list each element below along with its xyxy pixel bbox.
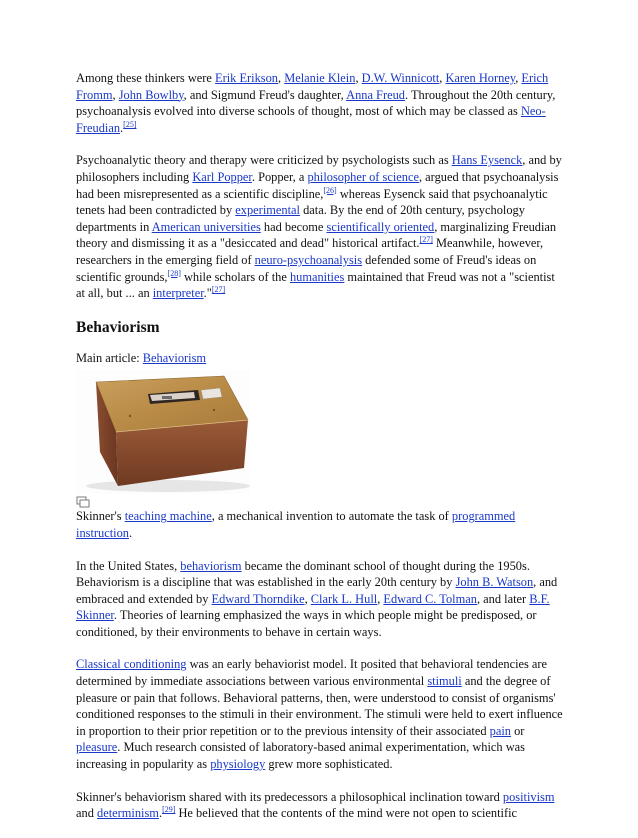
citation-link-25[interactable]: [25] xyxy=(123,119,137,129)
text: Among these thinkers were xyxy=(76,71,216,85)
text: whereas Eysenck said that psychoanalytic tenets had been contradicted by xyxy=(76,186,548,218)
link-dw-winnicott[interactable]: D.W. Winnicott xyxy=(361,71,440,85)
link-main-article-behaviorism[interactable]: Behaviorism xyxy=(142,350,207,365)
text: , argued that psychoanalysis had been misrepresented as a scientific discipline, xyxy=(76,169,559,201)
text: , xyxy=(377,591,384,606)
text: maintained that Freud was not a "scientist at all, but ... an xyxy=(76,269,555,301)
text: , xyxy=(355,71,362,85)
text: while scholars of the xyxy=(180,269,290,284)
link-john-bowlby[interactable]: John Bowlby xyxy=(118,87,184,102)
link-scientifically-oriented[interactable]: scientifically oriented xyxy=(326,219,435,234)
text: . Popper, a xyxy=(251,169,308,184)
text: . Throughout the 20th century, psychoanalysis evolved into diverse schools of thought, most of which may be classed as xyxy=(76,87,556,119)
text: Skinner's xyxy=(76,509,125,524)
text: ." xyxy=(203,286,212,301)
link-neo-freudian[interactable]: Neo-Freudian xyxy=(76,104,546,135)
link-edward-c-tolman[interactable]: Edward C. Tolman xyxy=(383,591,477,606)
section-heading-behaviorism: Behaviorism xyxy=(76,318,160,336)
link-teaching-machine[interactable]: teaching machine xyxy=(124,509,212,524)
enlarge-icon[interactable] xyxy=(76,496,90,508)
text: and the degree of pleasure or pain that follows. Behavioral patterns, then, were understood to consist of organisms' conditioned responses to the stimuli in their environment. The stimuli were held to exert influence in proportion to their prior repetition or to the previous intensity of their associated xyxy=(76,674,563,738)
link-hans-eysenck[interactable]: Hans Eysenck xyxy=(451,153,523,168)
link-philosopher-of-science[interactable]: philosopher of science xyxy=(307,169,419,184)
main-article-label: Main article: xyxy=(76,350,143,365)
text: data. By the end of 20th century, psychology departments in xyxy=(76,203,525,234)
text: , a mechanical invention to automate the task of xyxy=(211,509,452,524)
text: . Theories of learning emphasized the ways in which people might be predisposed, or conditioned, by their environments to behave in certain ways. xyxy=(76,608,537,639)
text: Meanwhile, however, researchers in the emerging field of xyxy=(76,236,544,267)
text: , and embraced and extended by xyxy=(76,575,558,606)
text: was an early behaviorist model. It posited that behavioral tendencies are determined by immediate associations between various environmental xyxy=(76,657,548,689)
text: , xyxy=(439,71,446,85)
link-determinism[interactable]: determinism xyxy=(97,806,159,821)
text: . xyxy=(129,525,133,540)
link-pleasure[interactable]: pleasure xyxy=(76,740,118,755)
link-programmed-instruction[interactable]: programmed instruction xyxy=(76,509,516,540)
teaching-machine-image[interactable] xyxy=(76,370,250,494)
citation-sup xyxy=(212,285,225,294)
citation-link-26[interactable]: [26] xyxy=(323,185,337,195)
text: , marginalizing Freudian theory and dismissing it as a "desiccated and dead" historical artifact. xyxy=(76,219,557,251)
text: became the dominant school of thought during the 1950s. Behaviorism is a discipline that was established in the early 20th century by xyxy=(76,558,530,590)
citation-link-29[interactable]: [29] xyxy=(162,805,176,815)
link-anna-freud[interactable]: Anna Freud xyxy=(346,87,405,102)
main-article-note xyxy=(76,350,566,367)
text: grew more sophisticated. xyxy=(265,757,393,772)
citation-sup xyxy=(420,235,433,244)
text: He believed that the contents of the mind were not open to scientific xyxy=(175,806,518,821)
link-experimental[interactable]: experimental xyxy=(235,203,300,218)
link-melanie-klein[interactable]: Melanie Klein xyxy=(284,71,356,85)
paragraph-classical-conditioning xyxy=(76,656,566,772)
text: , and by philosophers including xyxy=(76,153,562,184)
text: defended some of Freud's ideas on scientific grounds, xyxy=(76,252,537,284)
link-pain[interactable]: pain xyxy=(489,723,511,738)
text: , and later xyxy=(476,591,530,606)
link-positivism[interactable]: positivism xyxy=(502,789,555,804)
link-classical-conditioning[interactable]: Classical conditioning xyxy=(76,657,187,672)
link-bf-skinner[interactable]: B.F. Skinner xyxy=(76,591,550,623)
text: In the United States, xyxy=(76,558,181,573)
text: , xyxy=(278,71,285,85)
text: , and Sigmund Freud's daughter, xyxy=(183,87,347,102)
citation-link-28[interactable]: [28] xyxy=(167,268,181,278)
text: . Much research consisted of laboratory-based animal experimentation, which was increasing in popularity as xyxy=(76,740,525,772)
citation-link-27b[interactable]: [27] xyxy=(211,285,226,295)
citation-link-27[interactable]: [27] xyxy=(419,235,433,245)
link-american-universities[interactable]: American universities xyxy=(151,219,261,234)
text: , xyxy=(515,71,522,85)
text: , xyxy=(304,591,311,606)
link-karen-horney[interactable]: Karen Horney xyxy=(445,71,516,85)
link-behaviorism[interactable]: behaviorism xyxy=(180,558,242,573)
citation-sup xyxy=(162,805,175,814)
link-john-b-watson[interactable]: John B. Watson xyxy=(455,575,534,590)
text: , xyxy=(112,87,119,102)
link-humanities[interactable]: humanities xyxy=(289,269,345,284)
text: had become xyxy=(260,219,327,234)
article-body xyxy=(76,70,566,838)
link-stimuli[interactable]: stimuli xyxy=(427,674,462,689)
text: . xyxy=(120,120,124,135)
link-interpreter[interactable]: interpreter xyxy=(152,286,204,301)
paragraph-neo-freudians xyxy=(76,70,566,136)
link-erich-fromm[interactable]: Erich Fromm xyxy=(76,71,549,102)
text: Psychoanalytic theory and therapy were criticized by psychologists such as xyxy=(76,153,452,168)
paragraph-skinner xyxy=(76,789,566,822)
paragraph-behaviorism-us xyxy=(76,558,566,641)
link-clark-l-hull[interactable]: Clark L. Hull xyxy=(310,591,378,606)
link-physiology[interactable]: physiology xyxy=(210,757,266,772)
link-edward-thorndike[interactable]: Edward Thorndike xyxy=(211,591,305,606)
text: . xyxy=(158,806,163,821)
link-erik-erikson[interactable]: Erik Erikson xyxy=(215,71,278,85)
figure-caption xyxy=(76,508,566,541)
teaching-machine-drawing xyxy=(76,370,250,494)
link-karl-popper[interactable]: Karl Popper xyxy=(192,169,252,184)
paragraph-criticism xyxy=(76,152,566,301)
text: Skinner's behaviorism shared with its predecessors a philosophical inclination toward xyxy=(76,789,503,804)
citation-sup xyxy=(168,269,181,278)
citation-sup xyxy=(323,186,336,195)
citation-sup xyxy=(123,120,136,129)
text: or xyxy=(510,723,525,738)
text: and xyxy=(76,806,97,821)
link-neuro-psychoanalysis[interactable]: neuro-psychoanalysis xyxy=(254,252,363,267)
